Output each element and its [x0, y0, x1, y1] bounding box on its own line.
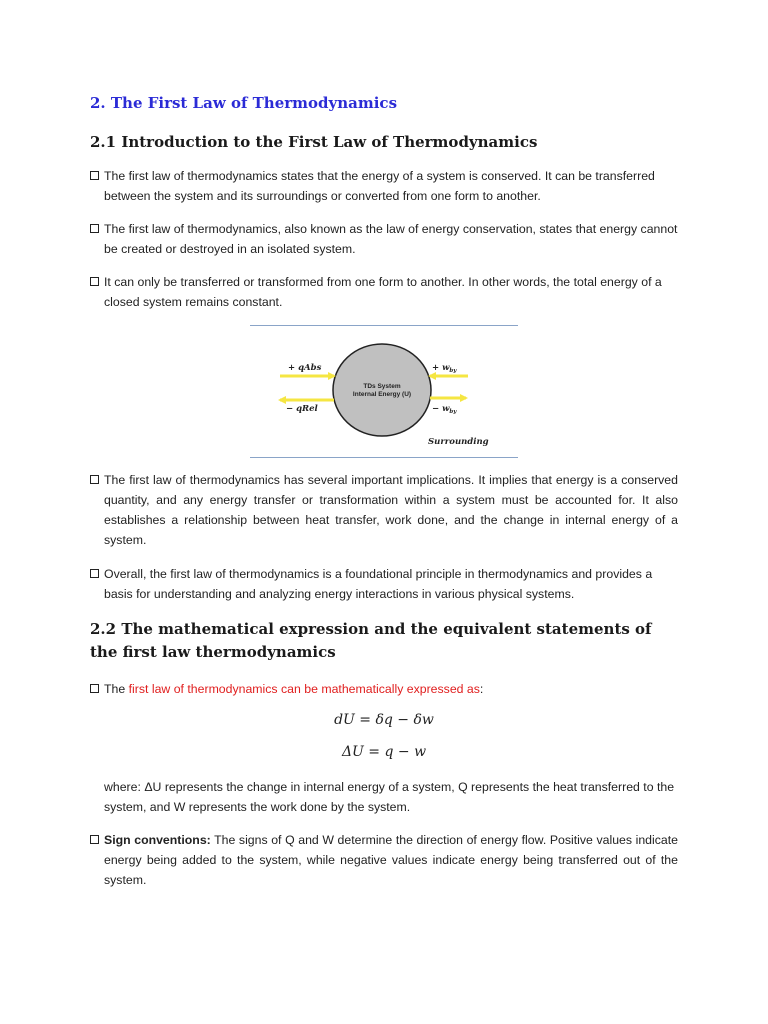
equation-1: dU = δq − δw: [334, 712, 434, 728]
list-item: [90, 166, 678, 206]
thermodynamic-system-figure: [250, 325, 518, 458]
list-item: [90, 219, 678, 259]
system-diagram-svg: [250, 326, 518, 457]
checkbox-bullet-icon: [90, 569, 99, 578]
subsection-title-2-2: 2.2 The mathematical expression and the equivalent statements of the first law thermodynamics: [90, 620, 652, 661]
work-by-positive-arrow: [428, 372, 468, 380]
list-item-text: Sign conventions: The signs of Q and W determine the direction of energy flow. Positive values indicate energy being added to the system, while negative values indicate energy being transferred out of the system.: [104, 833, 678, 887]
checkbox-bullet-icon: [90, 835, 99, 844]
system-circle: [333, 344, 431, 436]
w-by-plus-label: + $w_{by}$: [432, 363, 457, 374]
checkbox-bullet-icon: [90, 171, 99, 180]
list-item-text: Overall, the first law of thermodynamics is a foundational principle in thermodynamics and provides a basis for understanding and analyzing energy interactions in various physical systems.: [104, 567, 653, 601]
system-label-line2: Internal Energy (U): [352, 391, 412, 398]
equation-explanation: where: ΔU represents the change in internal energy of a system, Q represents the heat transferred to the system, and W represents the work done by the system.: [104, 780, 675, 814]
list-item-text: It can only be transferred or transformed from one form to another. In other words, the total energy of a closed system remains constant.: [104, 275, 662, 309]
checkbox-bullet-icon: [90, 475, 99, 484]
checkbox-bullet-icon: [90, 684, 99, 693]
list-item: [90, 564, 678, 604]
q-rel-label: − qRel: [286, 404, 318, 414]
list-item-text: The first law of thermodynamics states that the energy of a system is conserved. It can be transferred between the system and its surroundings or converted from one form to another.: [104, 169, 655, 203]
heat-absorbed-arrow: [280, 372, 336, 380]
list-item-text: The first law of thermodynamics, also known as the law of energy conservation, states that energy cannot be created or destroyed in an isolated system.: [104, 222, 678, 256]
list-item: [90, 470, 678, 550]
w-by-minus-label: − $w_{by}$: [432, 404, 457, 415]
system-label-line1: TDs System: [363, 383, 401, 390]
highlighted-text: first law of thermodynamics can be mathematically expressed as: [128, 682, 480, 696]
list-item-text: The first law of thermodynamics has several important implications. It implies that energy is a conserved quantity, and any energy transfer or transformation within a system must be accounted for. It also establishes a relationship between heat transfer, work done, and the change in internal energy of a system.: [104, 473, 678, 547]
checkbox-bullet-icon: [90, 277, 99, 286]
checkbox-bullet-icon: [90, 224, 99, 233]
list-item-text: The first law of thermodynamics can be mathematically expressed as:: [104, 682, 484, 696]
section-title: 2. The First Law of Thermodynamics: [90, 94, 398, 112]
equation-2: ΔU = q − w: [341, 744, 427, 760]
surrounding-label: Surrounding: [428, 437, 489, 447]
subsection-title-2-1: 2.1 Introduction to the First Law of Thermodynamics: [90, 133, 538, 151]
q-abs-label: + qAbs: [288, 363, 322, 373]
bold-lead: Sign conventions:: [104, 833, 211, 847]
work-by-negative-arrow: [430, 394, 468, 402]
list-item: [90, 830, 678, 890]
heat-released-arrow: [278, 396, 334, 404]
list-item: [90, 679, 678, 699]
list-item: [90, 272, 678, 312]
